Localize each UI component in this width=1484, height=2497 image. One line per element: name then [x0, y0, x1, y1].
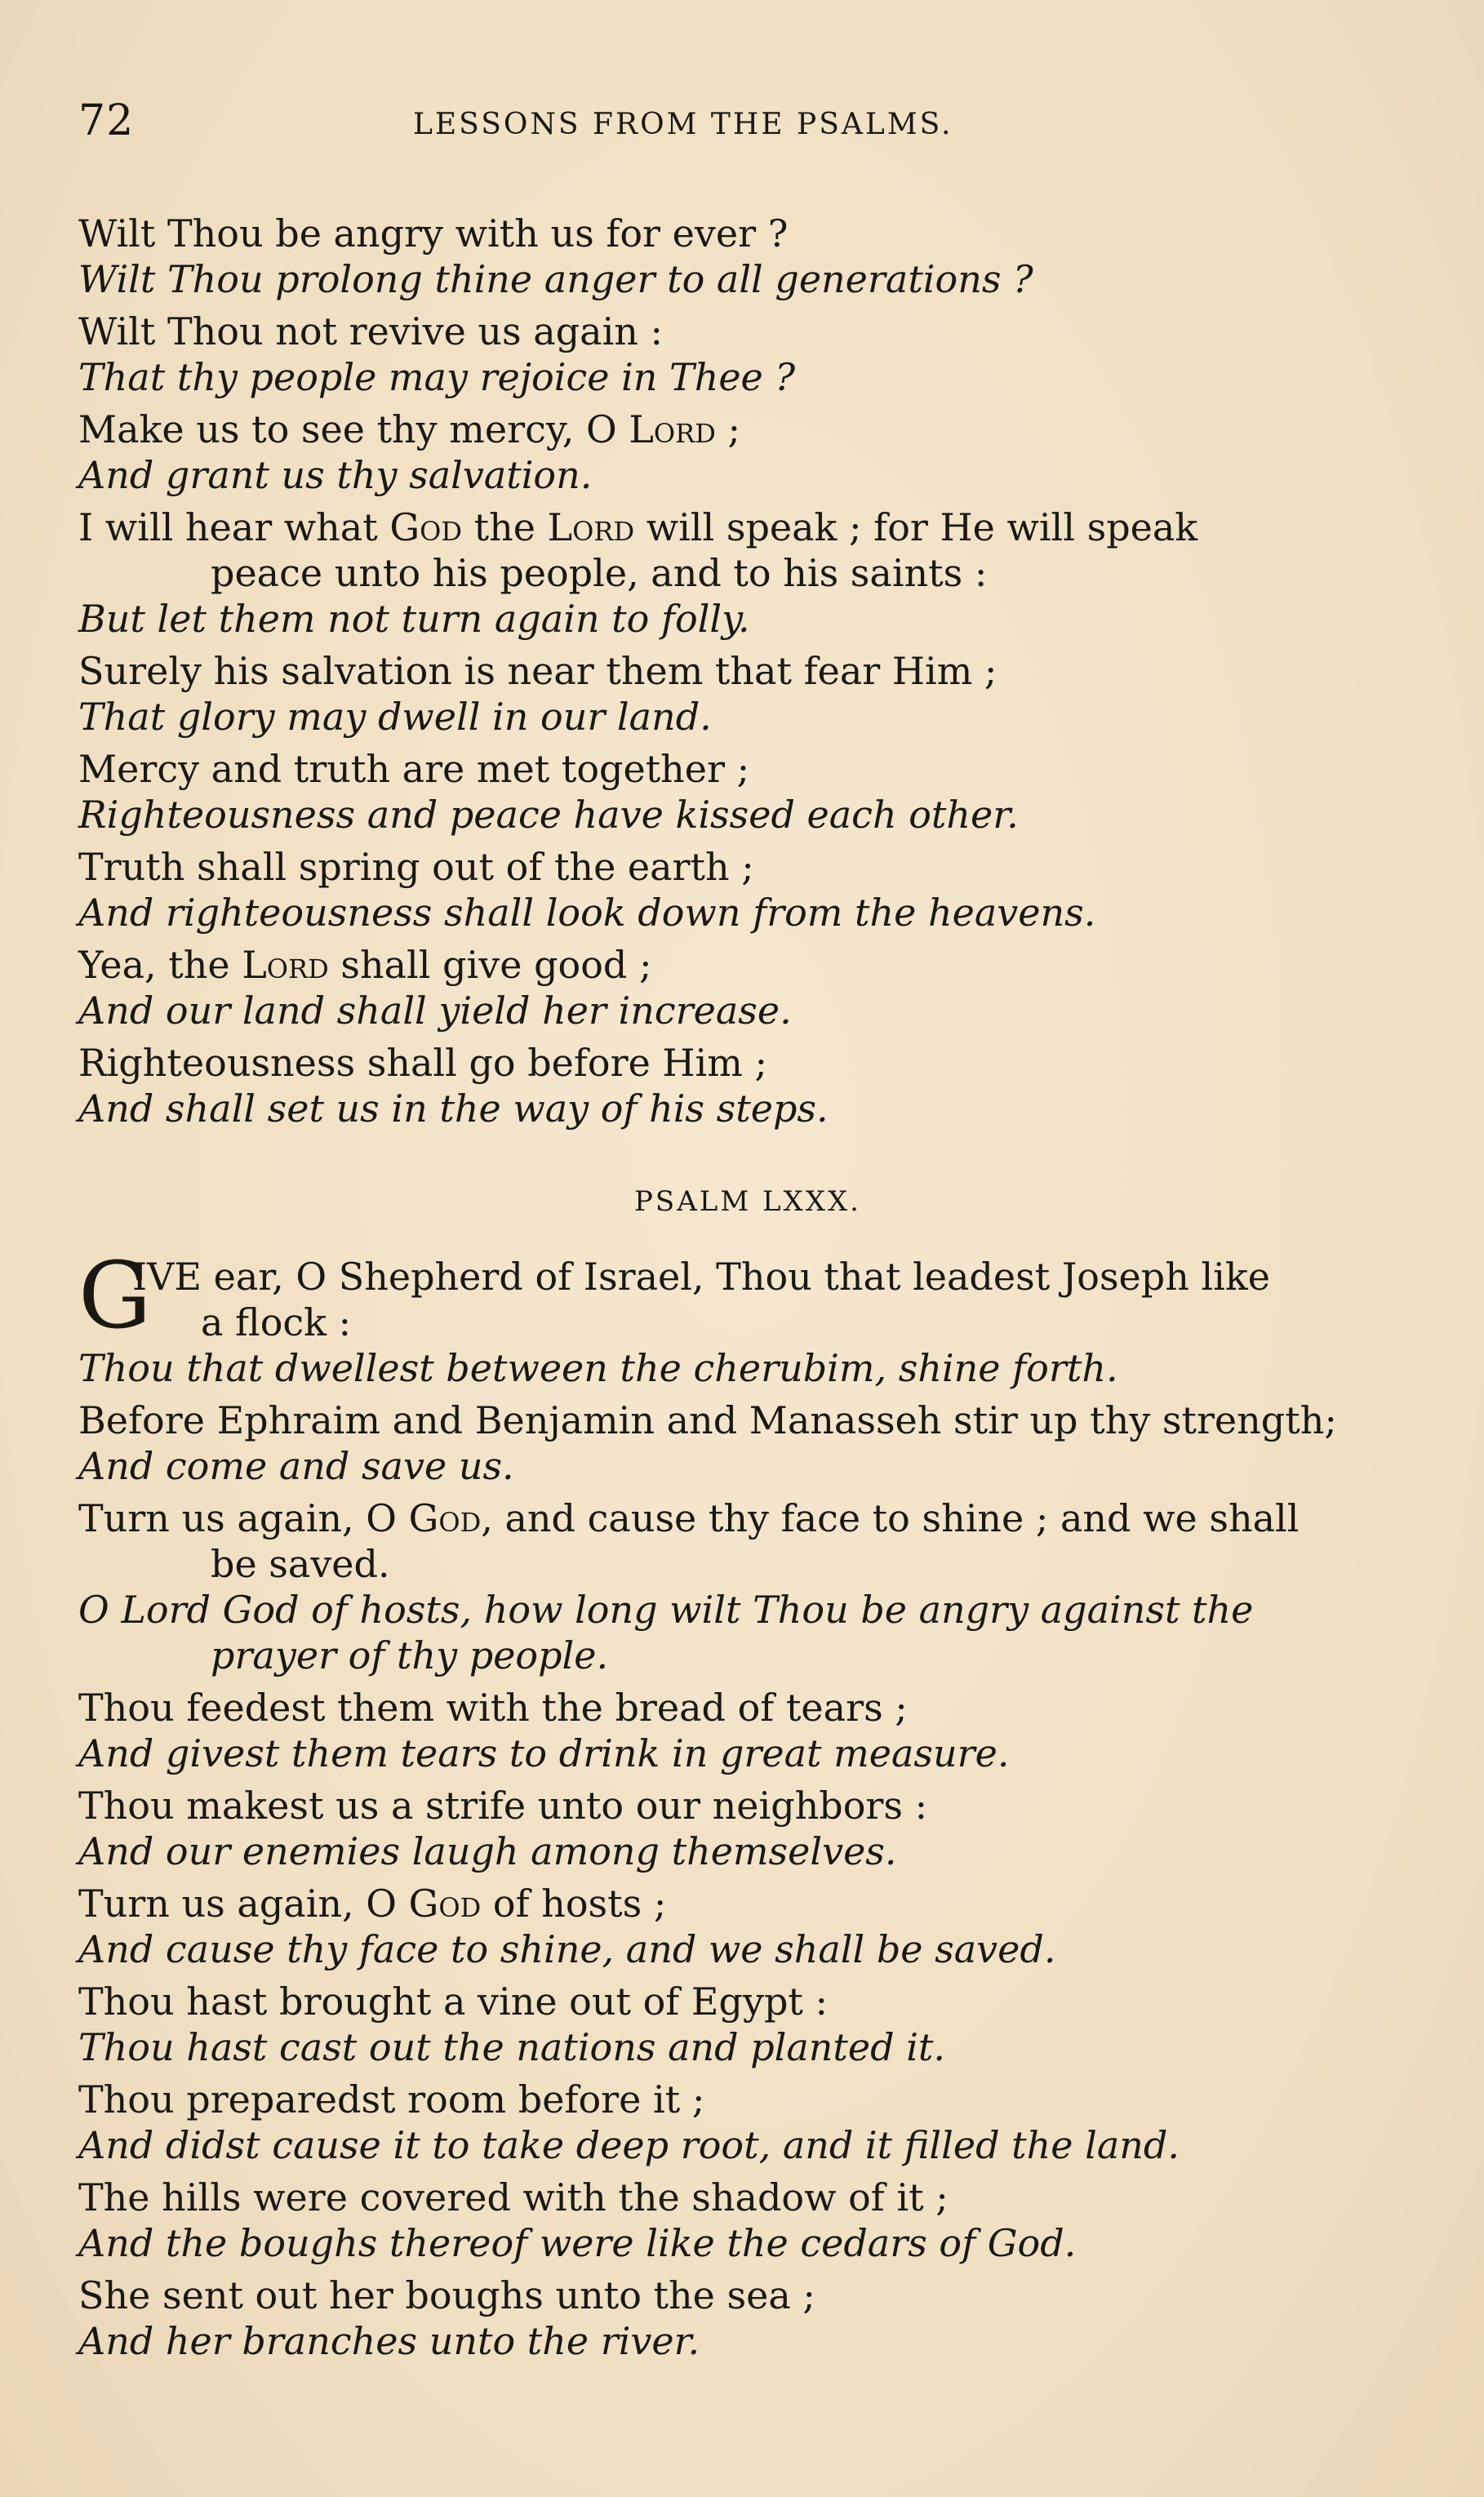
verse: [78, 309, 1417, 400]
verse-response: And grant us thy salvation.: [78, 453, 593, 497]
verse-response: Righteousness and peace have kissed each other.: [78, 793, 1019, 837]
verse-response: That thy people may rejoice in Thee ?: [78, 355, 796, 399]
verse-line: Yea, the Lord shall give good ;: [78, 943, 652, 987]
verse: [78, 1979, 1417, 2070]
verse-line: Make us to see thy mercy, O Lord ;: [78, 407, 741, 451]
verse: [78, 1243, 1417, 1391]
page-text: [78, 211, 1417, 2370]
verse-line: Mercy and truth are met together ;: [78, 747, 750, 791]
drop-cap: G: [78, 1243, 152, 1349]
verse-line: The hills were covered with the shadow of it ;: [78, 2175, 949, 2219]
page-number: 72: [78, 96, 135, 145]
verse-response: And righteousness shall look down from the heavens.: [78, 891, 1096, 935]
verse: [78, 844, 1417, 935]
verse-response: O Lord God of hosts, how long wilt Thou be angry against the: [78, 1588, 1254, 1632]
verse: [78, 1685, 1417, 1776]
verse: [78, 1881, 1417, 1972]
verse: [78, 1783, 1417, 1874]
verse: [78, 2077, 1417, 2168]
verse: [78, 746, 1417, 838]
verse: [78, 942, 1417, 1033]
verse: [78, 1495, 1417, 1678]
verse-response: And givest them tears to drink in great measure.: [78, 1731, 1010, 1775]
verse-line: Thou feedest them with the bread of tears ;: [78, 1686, 908, 1730]
verse: [78, 504, 1417, 642]
verse-response: And didst cause it to take deep root, and it filled the land.: [78, 2123, 1180, 2167]
verse-line: Thou preparedst room before it ;: [78, 2077, 705, 2122]
verse-response-continuation: prayer of thy people.: [211, 1633, 609, 1677]
verse: [78, 2175, 1417, 2266]
verse-line: Before Ephraim and Benjamin and Manasseh stir up thy strength;: [78, 1398, 1337, 1442]
verse-line: Thou hast brought a vine out of Egypt :: [78, 1979, 829, 2024]
verse-line: IVE ear, O Shepherd of Israel, Thou that leadest Joseph like: [132, 1255, 1270, 1299]
verse-line: Wilt Thou be angry with us for ever ?: [78, 211, 789, 255]
verse: [78, 1040, 1417, 1131]
verse-line-continuation: be saved.: [211, 1542, 390, 1586]
verse-response: And the boughs thereof were like the cedars of God.: [78, 2221, 1077, 2265]
verse-line-continuation: peace unto his people, and to his saints :: [211, 551, 988, 595]
verse-response: But let them not turn again to folly.: [78, 597, 750, 641]
page-header: [78, 96, 1406, 153]
verse-line-continuation: a flock :: [201, 1300, 352, 1344]
verse: [78, 211, 1417, 302]
verse-response: Thou that dwellest between the cherubim, shine forth.: [78, 1346, 1118, 1390]
verse: [78, 648, 1417, 740]
verse-line: I will hear what God the Lord will speak ; for He will speak: [78, 505, 1198, 549]
running-head: LESSONS FROM THE PSALMS.: [413, 108, 953, 141]
psalm-heading: PSALM LXXX.: [634, 1185, 861, 1218]
verse-line: Turn us again, O God of hosts ;: [78, 1882, 667, 1926]
verse-line: Surely his salvation is near them that fear Him ;: [78, 649, 997, 693]
verse-response: And shall set us in the way of his steps.: [78, 1086, 829, 1131]
verse-line: Righteousness shall go before Him ;: [78, 1041, 767, 1085]
verse-response: And our enemies laugh among themselves.: [78, 1829, 897, 1873]
verse-line: Thou makest us a strife unto our neighbors :: [78, 1784, 928, 1828]
verse-line: Wilt Thou not revive us again :: [78, 309, 664, 353]
verse-response: And cause thy face to shine, and we shall be saved.: [78, 1927, 1056, 1971]
verse-line: Truth shall spring out of the earth ;: [78, 845, 754, 889]
verse-line: Turn us again, O God, and cause thy face to shine ; and we shall: [78, 1496, 1300, 1540]
verse-response: And our land shall yield her increase.: [78, 989, 792, 1033]
verse-response: And her branches unto the river.: [78, 2319, 700, 2363]
verse: [78, 1397, 1417, 1489]
verse-response: That glory may dwell in our land.: [78, 695, 712, 739]
verse: [78, 407, 1417, 498]
verse: [78, 2273, 1417, 2364]
verse-response: Wilt Thou prolong thine anger to all generations ?: [78, 257, 1033, 301]
verse-line: She sent out her boughs unto the sea ;: [78, 2273, 815, 2317]
verse-response: And come and save us.: [78, 1444, 514, 1488]
verse-response: Thou hast cast out the nations and planted it.: [78, 2025, 946, 2069]
